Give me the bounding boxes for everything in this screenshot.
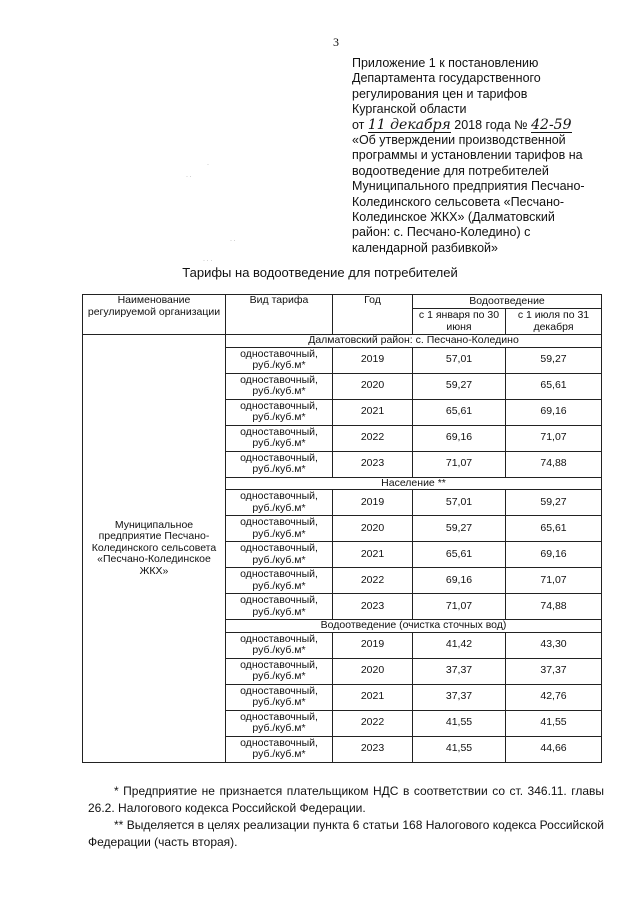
tariff-type-cell: одноставочный, руб./куб.м* xyxy=(226,568,333,594)
header-service: Водоотведение xyxy=(413,295,602,309)
tariff-h1-cell: 69,16 xyxy=(413,425,506,451)
tariff-h1-cell: 69,16 xyxy=(413,568,506,594)
section-row xyxy=(83,335,602,348)
year-cell: 2021 xyxy=(333,399,413,425)
year-cell: 2019 xyxy=(333,632,413,658)
year-cell: 2023 xyxy=(333,736,413,762)
tariff-h2-cell: 69,16 xyxy=(506,399,602,425)
tariff-h1-cell: 37,37 xyxy=(413,684,506,710)
decree-title-line: Муниципального предприятия Песчано- xyxy=(352,179,585,194)
table-header-row xyxy=(83,295,602,309)
decree-title-line: район: с. Песчано-Коледино) с xyxy=(352,225,531,240)
tariff-h1-cell: 59,27 xyxy=(413,373,506,399)
section-title: Население ** xyxy=(226,477,602,490)
year-cell: 2020 xyxy=(333,658,413,684)
tariff-type-cell: одноставочный, руб./куб.м* xyxy=(226,658,333,684)
tariff-h1-cell: 41,55 xyxy=(413,710,506,736)
handwritten-number: 42-59 xyxy=(531,116,572,133)
tariff-type-cell: одноставочный, руб./куб.м* xyxy=(226,347,333,373)
tariff-h1-cell: 71,07 xyxy=(413,594,506,620)
tariff-h1-cell: 41,42 xyxy=(413,632,506,658)
header-org: Наименование регулируемой организации xyxy=(83,295,226,335)
year-cell: 2019 xyxy=(333,347,413,373)
year-cell: 2020 xyxy=(333,516,413,542)
tariff-h2-cell: 71,07 xyxy=(506,568,602,594)
tariff-h2-cell: 71,07 xyxy=(506,425,602,451)
year-cell: 2022 xyxy=(333,710,413,736)
tariff-type-cell: одноставочный, руб./куб.м* xyxy=(226,594,333,620)
tariff-h1-cell: 57,01 xyxy=(413,347,506,373)
scan-speck: · · xyxy=(186,174,192,180)
tariff-h1-cell: 37,37 xyxy=(413,658,506,684)
decree-title-line: программы и установлении тарифов на xyxy=(352,148,583,163)
year-cell: 2023 xyxy=(333,451,413,477)
tariff-h2-cell: 42,76 xyxy=(506,684,602,710)
tariff-h2-cell: 74,88 xyxy=(506,451,602,477)
tariff-h2-cell: 69,16 xyxy=(506,542,602,568)
decree-title-line: «Об утверждении производственной xyxy=(352,133,566,148)
tariff-h2-cell: 37,37 xyxy=(506,658,602,684)
tariff-h1-cell: 65,61 xyxy=(413,542,506,568)
tariff-type-cell: одноставочный, руб./куб.м* xyxy=(226,736,333,762)
appendix-line: регулирования цен и тарифов xyxy=(352,86,528,101)
year-cell: 2021 xyxy=(333,542,413,568)
appendix-line: Курганской области xyxy=(352,102,467,117)
appendix-line: Приложение 1 к постановлению xyxy=(352,56,539,70)
header-period-1: с 1 января по 30 июня xyxy=(413,309,506,335)
decree-title-line: Колединское ЖКХ» (Далматовский xyxy=(352,210,555,225)
tariff-type-cell: одноставочный, руб./куб.м* xyxy=(226,542,333,568)
year-cell: 2023 xyxy=(333,594,413,620)
tariff-type-cell: одноставочный, руб./куб.м* xyxy=(226,710,333,736)
footnote: * Предприятие не признается плательщиком НДС в соответствии со ст. 346.11. главы 26.2. Налогового кодекса Российской Федерации. xyxy=(88,784,604,815)
tariff-h1-cell: 71,07 xyxy=(413,451,506,477)
page-number: 3 xyxy=(333,35,339,49)
footnote: ** Выделяется в целях реализации пункта 6 статьи 168 Налогового кодекса Российской Федерации (часть вторая). xyxy=(88,818,604,849)
date-prefix: от xyxy=(352,117,365,132)
header-period-2: с 1 июля по 31 декабря xyxy=(506,309,602,335)
tariff-type-cell: одноставочный, руб./куб.м* xyxy=(226,399,333,425)
tariff-type-cell: одноставочный, руб./куб.м* xyxy=(226,373,333,399)
scan-speck: · · · xyxy=(203,258,213,264)
tariff-type-cell: одноставочный, руб./куб.м* xyxy=(226,632,333,658)
handwritten-date: 11 декабря xyxy=(367,116,451,133)
section-title: Далматовский район: с. Песчано-Коледино xyxy=(226,335,602,348)
organization-name: Муниципальное предприятие Песчано-Колединского сельсовета «Песчано-Колединское ЖКХ» xyxy=(83,335,226,763)
tariff-h2-cell: 59,27 xyxy=(506,490,602,516)
year-cell: 2021 xyxy=(333,684,413,710)
decree-title-line: Колединского сельсовета «Песчано- xyxy=(352,194,565,209)
tariff-h2-cell: 65,61 xyxy=(506,516,602,542)
footnotes xyxy=(88,783,604,851)
table-title: Тарифы на водоотведение для потребителей xyxy=(182,265,458,280)
tariff-h2-cell: 43,30 xyxy=(506,632,602,658)
year-cell: 2019 xyxy=(333,490,413,516)
decree-title-line: водоотведение для потребителей xyxy=(352,163,549,178)
tariff-type-cell: одноставочный, руб./куб.м* xyxy=(226,684,333,710)
tariff-h1-cell: 57,01 xyxy=(413,490,506,516)
year-cell: 2022 xyxy=(333,425,413,451)
scan-speck: · xyxy=(207,162,209,168)
tariff-h2-cell: 65,61 xyxy=(506,373,602,399)
tariff-type-cell: одноставочный, руб./куб.м* xyxy=(226,451,333,477)
tariff-type-cell: одноставочный, руб./куб.м* xyxy=(226,490,333,516)
tariff-h1-cell: 65,61 xyxy=(413,399,506,425)
date-suffix: 2018 года № xyxy=(454,117,528,132)
appendix-line: Департамента государственного xyxy=(352,71,541,86)
year-cell: 2022 xyxy=(333,568,413,594)
tariff-h1-cell: 59,27 xyxy=(413,516,506,542)
year-cell: 2020 xyxy=(333,373,413,399)
header-year: Год xyxy=(333,295,413,335)
appendix-header xyxy=(352,56,612,256)
tariff-type-cell: одноставочный, руб./куб.м* xyxy=(226,425,333,451)
scan-speck: · · xyxy=(230,238,236,244)
decree-title-line: календарной разбивкой» xyxy=(352,240,498,255)
tariff-table xyxy=(82,294,602,763)
tariff-h2-cell: 59,27 xyxy=(506,347,602,373)
tariff-h2-cell: 74,88 xyxy=(506,594,602,620)
tariff-h2-cell: 44,66 xyxy=(506,736,602,762)
appendix-date-line xyxy=(352,118,612,133)
tariff-h1-cell: 41,55 xyxy=(413,736,506,762)
section-title: Водоотведение (очистка сточных вод) xyxy=(226,620,602,633)
header-type: Вид тарифа xyxy=(226,295,333,335)
tariff-h2-cell: 41,55 xyxy=(506,710,602,736)
tariff-type-cell: одноставочный, руб./куб.м* xyxy=(226,516,333,542)
